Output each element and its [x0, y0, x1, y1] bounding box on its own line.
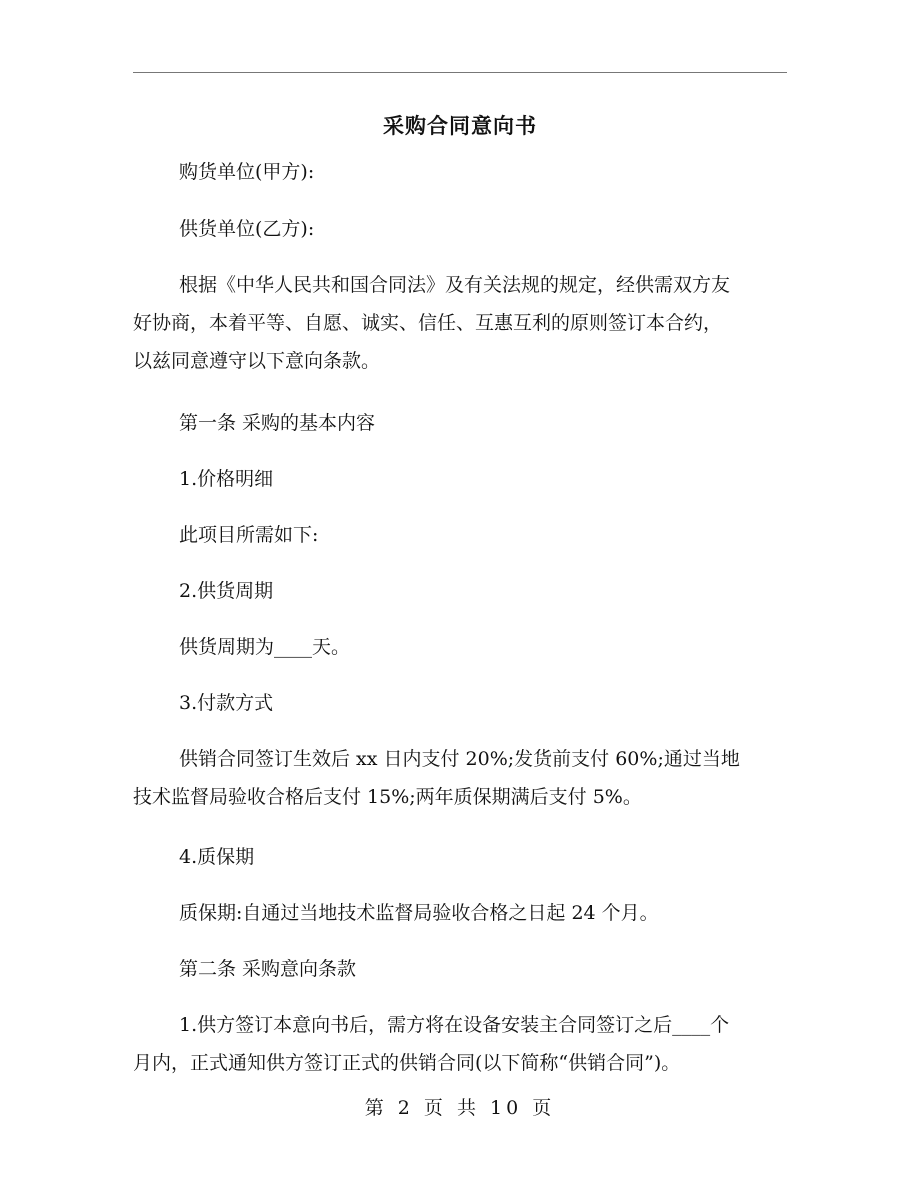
article2-paragraph [133, 1006, 793, 1082]
page-number: 第 2 页 共 10 页 [364, 1097, 556, 1119]
article1-heading: 第一条 采购的基本内容 [179, 412, 376, 434]
payment-method-title: 3.付款方式 [179, 692, 274, 714]
intro-line-1: 根据《中华人民共和国合同法》及有关法规的规定，经供需双方友 [179, 274, 731, 296]
article2-line-2: 月内，正式通知供方签订正式的供销合同(以下简称“供销合同”)。 [133, 1052, 681, 1074]
article2-line-1: 1.供方签订本意向书后，需方将在设备安装主合同签订之后____个 [179, 1014, 730, 1036]
supply-period-text: 供货周期为____天。 [179, 636, 351, 658]
price-detail-text: 此项目所需如下: [179, 524, 319, 546]
intro-paragraph [133, 266, 793, 380]
article2-heading: 第二条 采购意向条款 [179, 958, 357, 980]
payment-line-1: 供销合同签订生效后 xx 日内支付 20%;发货前支付 60%;通过当地 [179, 748, 740, 770]
intro-line-2: 好协商，本着平等、自愿、诚实、信任、互惠互利的原则签订本合约， [133, 312, 723, 334]
payment-line-2: 技术监督局验收合格后支付 15%;两年质保期满后支付 5%。 [133, 786, 642, 808]
payment-method-paragraph [133, 740, 793, 816]
buyer-label: 购货单位(甲方): [179, 161, 315, 183]
header-rule [133, 72, 787, 73]
warranty-text: 质保期:自通过当地技术监督局验收合格之日起 24 个月。 [179, 902, 659, 924]
supply-period-title: 2.供货周期 [179, 580, 274, 602]
supplier-label: 供货单位(乙方): [179, 218, 315, 240]
intro-line-3: 以兹同意遵守以下意向条款。 [133, 350, 381, 372]
warranty-title: 4.质保期 [179, 846, 255, 868]
price-detail-title: 1.价格明细 [179, 468, 274, 490]
document-title: 采购合同意向书 [383, 113, 537, 138]
